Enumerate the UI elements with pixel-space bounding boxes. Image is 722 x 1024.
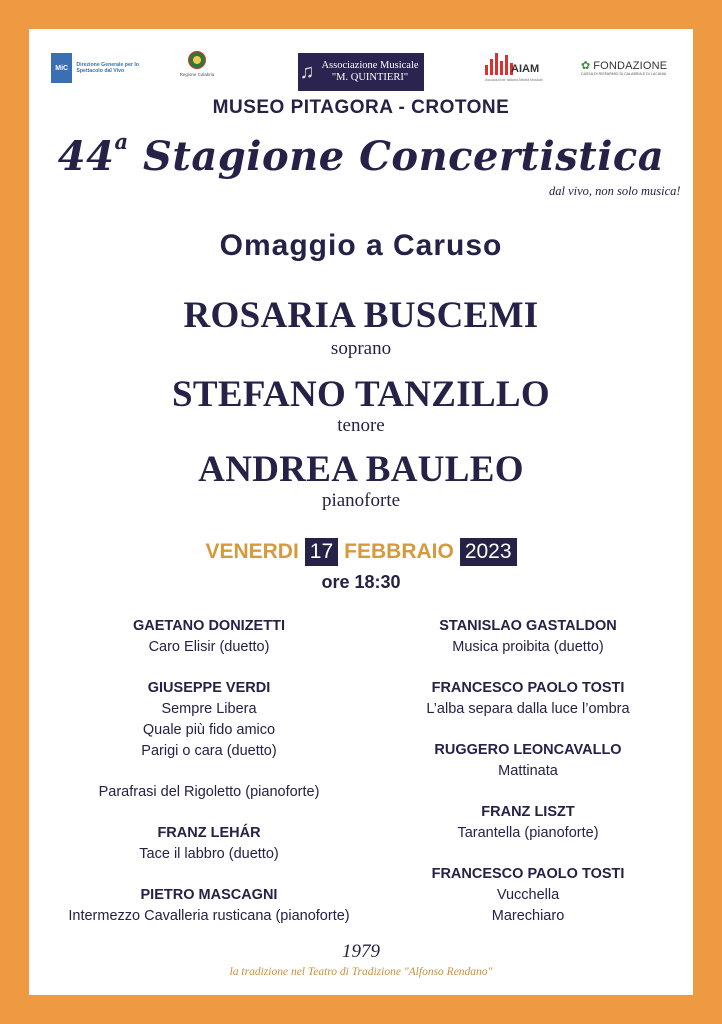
footer-year: 1979 [342, 941, 380, 962]
aiam-name: AIAM [511, 63, 540, 75]
work-title: Parafrasi del Rigoletto (pianoforte) [98, 784, 320, 800]
program-left-column [29, 616, 389, 947]
ministry-logo [51, 51, 156, 85]
date-weekday: VENERDI [205, 540, 299, 563]
work-title: Quale più fido amico [142, 722, 276, 738]
work-title: L’alba separa dalla luce l’ombra [426, 701, 630, 717]
composer-name: PIETRO MASCAGNI [140, 887, 278, 903]
event-title: Omaggio a Caruso [219, 229, 503, 262]
program-item [349, 678, 707, 720]
program-item [29, 678, 389, 762]
composer-name: FRANCESCO PAOLO TOSTI [431, 680, 625, 696]
museum-title: MUSEO PITAGORA - CROTONE [212, 97, 510, 118]
composer-name: FRANZ LISZT [481, 804, 575, 820]
season-suffix: a [114, 129, 129, 154]
work-title: Intermezzo Cavalleria rusticana (pianoforte) [68, 908, 350, 924]
composer-name: FRANCESCO PAOLO TOSTI [431, 866, 625, 882]
work-title: Mattinata [498, 763, 558, 779]
artist-name: STEFANO TANZILLO [172, 374, 550, 415]
ministry-mark: MiC [51, 53, 72, 83]
footer-text: la tradizione nel Teatro di Tradizione "Alfonso Rendano" [229, 966, 493, 978]
program-item [349, 740, 707, 782]
season-title [29, 129, 693, 180]
program-item [29, 782, 389, 803]
artist-role: pianoforte [321, 490, 401, 511]
association-line1: Associazione Musicale [321, 60, 419, 71]
artist-name: ANDREA BAULEO [198, 449, 524, 490]
foundation-sub: CASSA DI RISPARMIO DI CALABRIA E DI LUCANIA [581, 72, 667, 76]
leaf-icon: ✿ [581, 60, 591, 72]
date-day: 17 [305, 538, 338, 566]
composer-name: GIUSEPPE VERDI [147, 680, 271, 696]
region-text: Regione Calabria [179, 72, 215, 77]
season-name: Stagione Concertistica [143, 133, 665, 180]
program-item [349, 616, 707, 658]
program-item [349, 864, 707, 927]
program-item [29, 885, 389, 927]
region-logo [167, 51, 227, 89]
work-title: Sempre Libera [161, 701, 257, 717]
work-title: Musica proibita (duetto) [452, 639, 604, 655]
tagline: dal vivo, non solo musica! [549, 184, 681, 198]
poster [29, 29, 693, 995]
association-logo [298, 53, 424, 91]
composer-name: FRANZ LEHÁR [157, 825, 261, 841]
event-time: ore 18:30 [321, 572, 401, 592]
foundation-logo [581, 59, 681, 89]
work-title: Tarantella (pianoforte) [457, 825, 599, 841]
work-title: Tace il labbro (duetto) [139, 846, 279, 862]
aiam-logo [485, 51, 557, 89]
artist-role: tenore [337, 415, 385, 436]
region-seal-icon [188, 51, 206, 69]
ministry-text: Direzione Generale per lo Spettacolo dal Vivo [76, 62, 139, 74]
program-item [29, 616, 389, 658]
date-year: 2023 [460, 538, 517, 566]
program-right-column [349, 616, 707, 947]
violin-icon: ♫ [299, 60, 315, 83]
work-title: Caro Elisir (duetto) [148, 639, 270, 655]
program-item [349, 802, 707, 844]
aiam-sub: Associazione Italiana Attività Musicali [485, 78, 543, 82]
artist-role: soprano [330, 338, 392, 359]
work-title: Marechiaro [491, 908, 565, 924]
composer-name: GAETANO DONIZETTI [133, 618, 285, 634]
composer-name: STANISLAO GASTALDON [439, 618, 617, 634]
association-line2: "M. QUINTIERI" [331, 72, 409, 83]
logo-bar [29, 41, 693, 91]
work-title: Parigi o cara (duetto) [141, 743, 277, 759]
program-item [29, 823, 389, 865]
artist-name: ROSARIA BUSCEMI [183, 295, 539, 336]
foundation-name: FONDAZIONE [593, 59, 668, 72]
date-month: FEBBRAIO [344, 540, 454, 563]
work-title: Vucchella [496, 887, 560, 903]
composer-name: RUGGERO LEONCAVALLO [434, 742, 622, 758]
event-date [29, 538, 693, 566]
season-number: 44 [57, 133, 115, 180]
